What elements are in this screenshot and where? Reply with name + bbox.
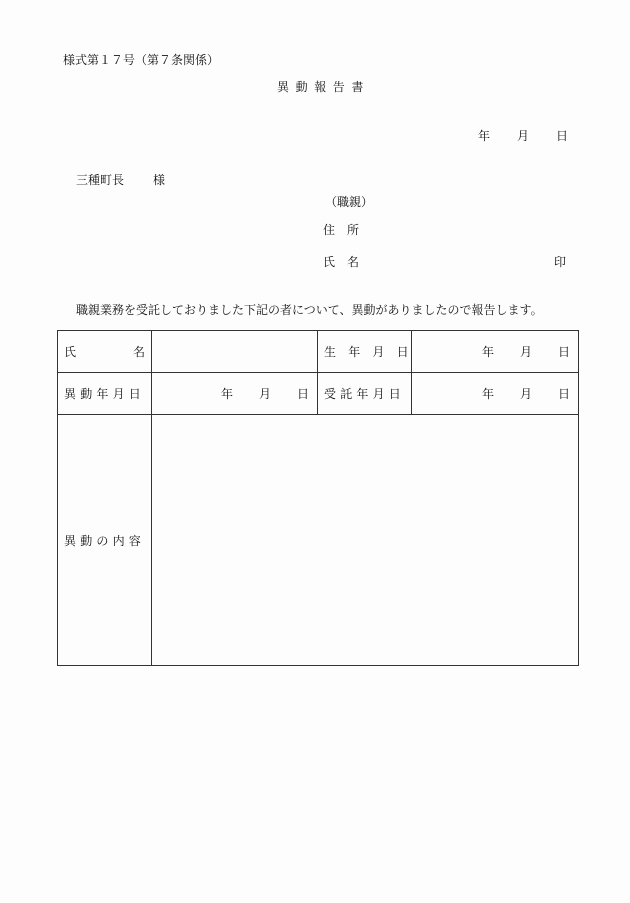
month-unit: 月: [519, 345, 532, 359]
change-date-header: 異動年月日: [58, 373, 152, 415]
consign-date-header: 受託年月日: [318, 373, 412, 415]
day-unit: 日: [557, 345, 570, 359]
change-date-value[interactable]: [152, 373, 318, 415]
addressee-honorific: 様: [153, 173, 166, 187]
change-content-value[interactable]: [152, 415, 579, 666]
birth-date-value[interactable]: [412, 331, 579, 373]
date-day-label: 日: [556, 129, 569, 143]
day-unit: 日: [557, 387, 570, 401]
date-month-label: 月: [517, 129, 530, 143]
addressee-name: 三種町長: [76, 173, 125, 187]
name-value-cell[interactable]: [152, 331, 318, 373]
year-unit: 年: [220, 387, 233, 401]
birth-date-header: 生 年 月 日: [318, 331, 412, 373]
year-unit: 年: [481, 387, 494, 401]
name-header-char: 名: [132, 345, 145, 359]
name-header-cell: [58, 331, 152, 373]
day-unit: 日: [296, 387, 309, 401]
month-unit: 月: [519, 387, 532, 401]
address-label: 住 所: [323, 223, 360, 237]
table-row: [58, 415, 579, 666]
form-number: 様式第１７号（第７条関係）: [63, 53, 220, 67]
document-title: 異動報告書: [277, 80, 371, 94]
consign-date-value[interactable]: [412, 373, 579, 415]
seal-mark: 印: [554, 255, 567, 269]
name-header-char: 氏: [64, 345, 77, 359]
year-unit: 年: [481, 345, 494, 359]
month-unit: 月: [258, 387, 271, 401]
body-text: 職親業務を受託しておりました下記の者について、異動がありましたので報告します。: [76, 303, 543, 317]
table-row: [58, 373, 579, 415]
date-year-label: 年: [478, 129, 491, 143]
name-label: 氏 名: [323, 255, 360, 269]
change-content-header: 異動の内容: [58, 415, 152, 666]
reporter-role: （職親）: [325, 195, 374, 209]
report-table: [57, 330, 579, 666]
table-row: [58, 331, 579, 373]
